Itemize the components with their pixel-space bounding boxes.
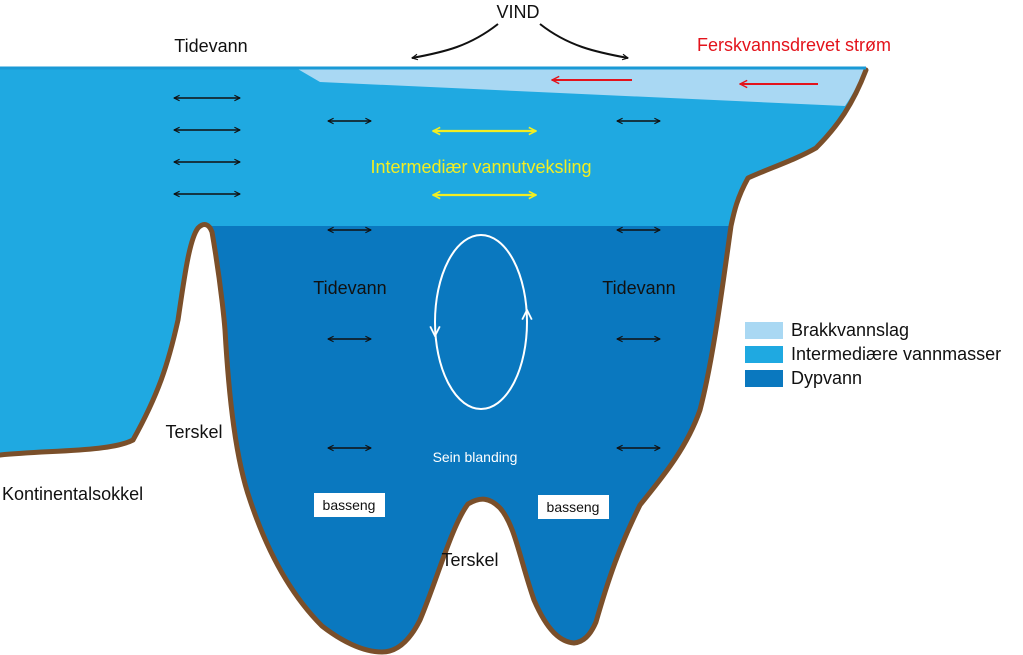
tide-label-fjord-left: Tidevann <box>313 278 387 298</box>
legend-swatch-brackish <box>745 322 783 339</box>
freshwater-current-label: Ferskvannsdrevet strøm <box>696 35 892 55</box>
tide-label-sea: Tidevann <box>174 36 248 56</box>
legend-item-deep <box>745 366 1001 390</box>
basin-label-right: basseng <box>546 499 600 515</box>
basin-label-left: basseng <box>322 497 376 513</box>
legend-label-deep: Dypvann <box>791 367 863 388</box>
intermediate-exchange-label: Intermediær vannutveksling <box>370 157 592 177</box>
wind-arrow-right <box>540 24 628 58</box>
legend-item-intermediate <box>745 342 1001 366</box>
slow-mixing-label: Sein blanding <box>432 449 518 465</box>
legend-label-brackish: Brakkvannslag <box>791 319 910 340</box>
legend-swatch-intermediate <box>745 346 783 363</box>
wind-label: VIND <box>496 2 540 22</box>
continental-shelf-label: Kontinentalsokkel <box>2 484 144 504</box>
sill-label-bottom: Terskel <box>441 550 499 570</box>
legend <box>745 318 1001 390</box>
legend-swatch-deep <box>745 370 783 387</box>
wind-arrow-left <box>412 24 498 58</box>
sill-label-left: Terskel <box>165 422 223 442</box>
legend-label-intermediate: Intermediære vannmasser <box>791 343 1002 364</box>
legend-item-brackish <box>745 318 1001 342</box>
tide-label-fjord-right: Tidevann <box>602 278 676 298</box>
